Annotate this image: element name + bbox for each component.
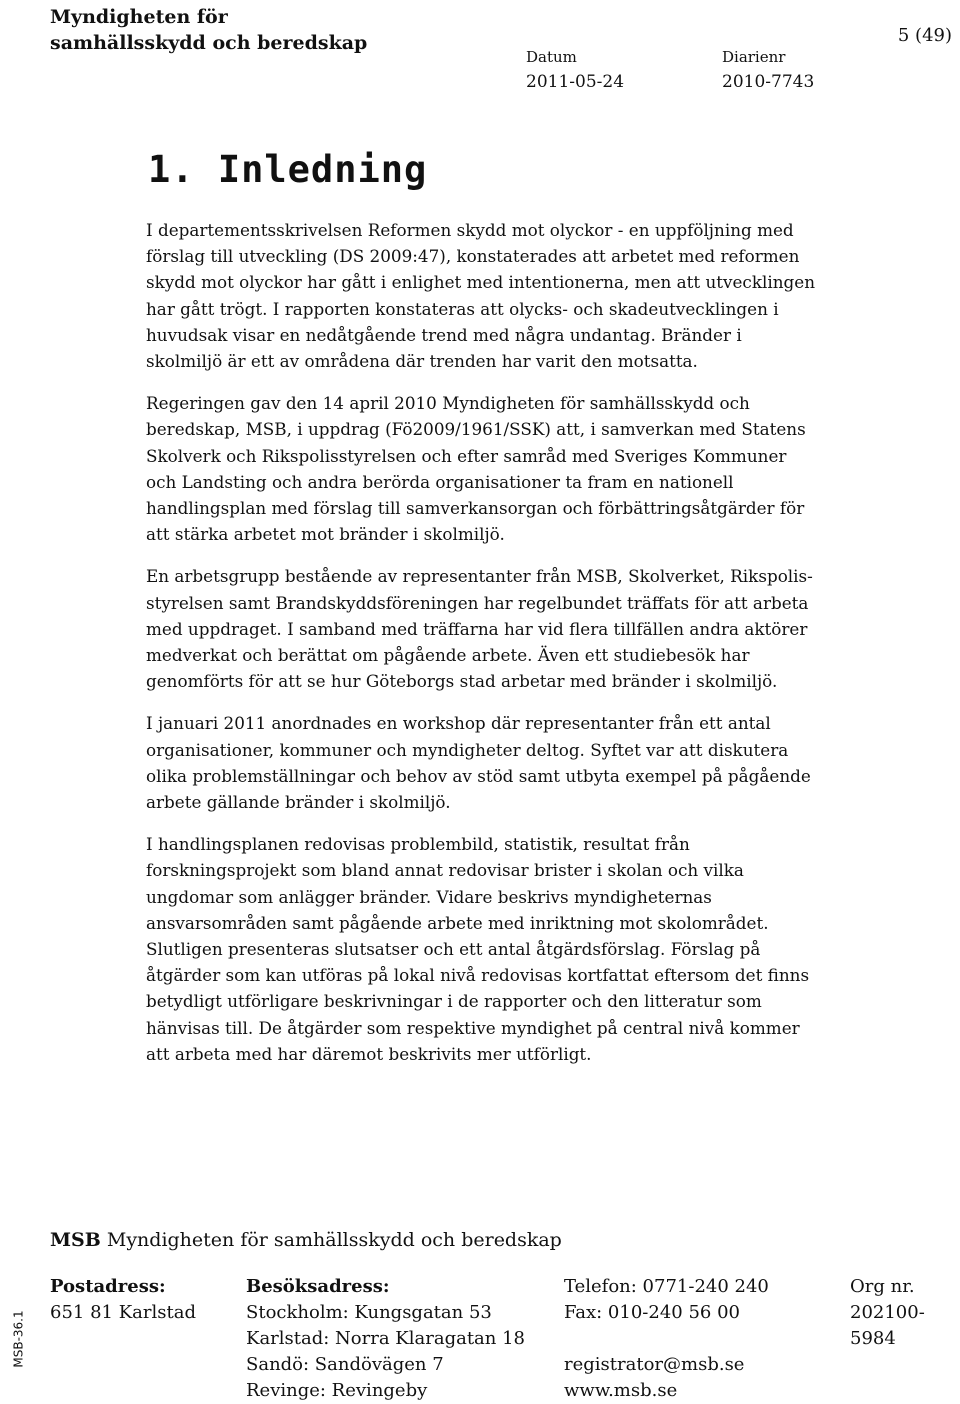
page-number: 5 (49) (897, 25, 952, 46)
footer-contact (564, 1274, 769, 1404)
paragraph: I handlingsplanen redovisas problembild, statistik, resultat från forskningsprojekt som bland annat redovisar brister i skolan och vilka ungdomar som anlägger bränder. Vidare beskrivs myndigheternas ansvarsområden samt pågående arbete med inriktning mot skolområdet. Slutligen presenteras slutsatser och ett antal åtgärdsförslag. Förslag på åtgärder som kan utföras på lokal nivå redovisas kortfattat eftersom det finns betydligt utförligare beskrivningar i de rapporter och den litteratur som hänvisas till. De åtgärder som respektive myndighet på central nivå kommer att arbeta med har däremot beskrivits mer utförligt. (146, 834, 810, 1064)
org-name-line1: Myndigheten för (50, 6, 228, 28)
footer-organization (50, 1227, 562, 1253)
date-label: Datum (526, 48, 577, 66)
orgnr-line: 5984 (850, 1328, 896, 1349)
section-heading: 1. Inledning (148, 148, 428, 191)
orgnr-label: Org nr. (850, 1276, 915, 1297)
visit-line: Karlstad: Norra Klaragatan 18 (246, 1328, 526, 1349)
postal-label: Postadress: (50, 1276, 166, 1297)
body-text (146, 217, 818, 1083)
web-link[interactable]: www.msb.se (564, 1380, 678, 1401)
paragraph: Regeringen gav den 14 april 2010 Myndigheten för samhällsskydd och beredskap, MSB, i uppdrag (Fö2009/1961/SSK) att, i samverkan med Statens Skolverk och Rikspolisstyrelsen och efter samråd med Sveriges Kommuner och Landsting och andra berörda organisationer ta fram en nationell handlingsplan med förslag till samverkansorgan och förbättringsåtgärder för att stärka arbetet mot bränder i skolmiljö. (146, 393, 806, 545)
diarienr-value: 2010-7743 (722, 72, 815, 92)
document-code: MSB-36.1 (11, 1310, 26, 1368)
footer-orgnr (850, 1274, 925, 1352)
org-name-line2: samhällsskydd och beredskap (50, 32, 368, 54)
visit-line: Sandö: Sandövägen 7 (246, 1354, 444, 1375)
paragraph: I januari 2011 anordnades en workshop där representanter från ett antal organisationer, kommuner och myndigheter deltog. Syftet var att diskutera olika problemställningar och behov av stöd samt utbyta exempel på pågående arbete gällande bränder i skolmiljö. (146, 713, 811, 813)
paragraph: En arbetsgrupp bestående av representanter från MSB, Skolverket, Rikspolis-styrelsen samt Brandskyddsföreningen har regelbundet träffats för att arbeta med uppdraget. I samband med träffarna har vid flera tillfällen andra aktörer medverkat och berättat om pågående arbete. Även ett studiebesök har genomförts för att se hur Göteborgs stad arbetar med bränder i skolmiljö. (146, 566, 813, 692)
email-link[interactable]: registrator@msb.se (564, 1354, 745, 1375)
paragraph: I departementsskrivelsen Reformen skydd mot olyckor - en uppföljning med förslag till utveckling (DS 2009:47), konstaterades att arbetet med reformen skydd mot olyckor har gått i enlighet med intentionerna, men att utvecklingen har gått trögt. I rapporten konstateras att olycks- och skadeutvecklingen i huvudsak visar en nedåtgående trend med några undantag. Bränder i skolmiljö är ett av områdena där trenden har varit den motsatta. (146, 220, 816, 372)
footer-org-name: Myndigheten för samhällsskydd och beredskap (106, 1229, 562, 1251)
diarienr-label: Diarienr (722, 48, 786, 66)
header-organization (50, 4, 367, 56)
visit-line: Revinge: Revingeby (246, 1380, 428, 1401)
phone: Telefon: 0771-240 240 (564, 1276, 769, 1297)
footer-org-abbr: MSB (50, 1229, 101, 1251)
visit-label: Besöksadress: (246, 1276, 390, 1297)
spacer (564, 1326, 769, 1352)
date-value: 2011-05-24 (526, 72, 625, 92)
footer-visit (246, 1274, 525, 1404)
postal-value: 651 81 Karlstad (50, 1302, 196, 1323)
fax: Fax: 010-240 56 00 (564, 1302, 740, 1323)
visit-line: Stockholm: Kungsgatan 53 (246, 1302, 492, 1323)
orgnr-line: 202100- (850, 1302, 925, 1323)
footer-postal (50, 1274, 196, 1326)
